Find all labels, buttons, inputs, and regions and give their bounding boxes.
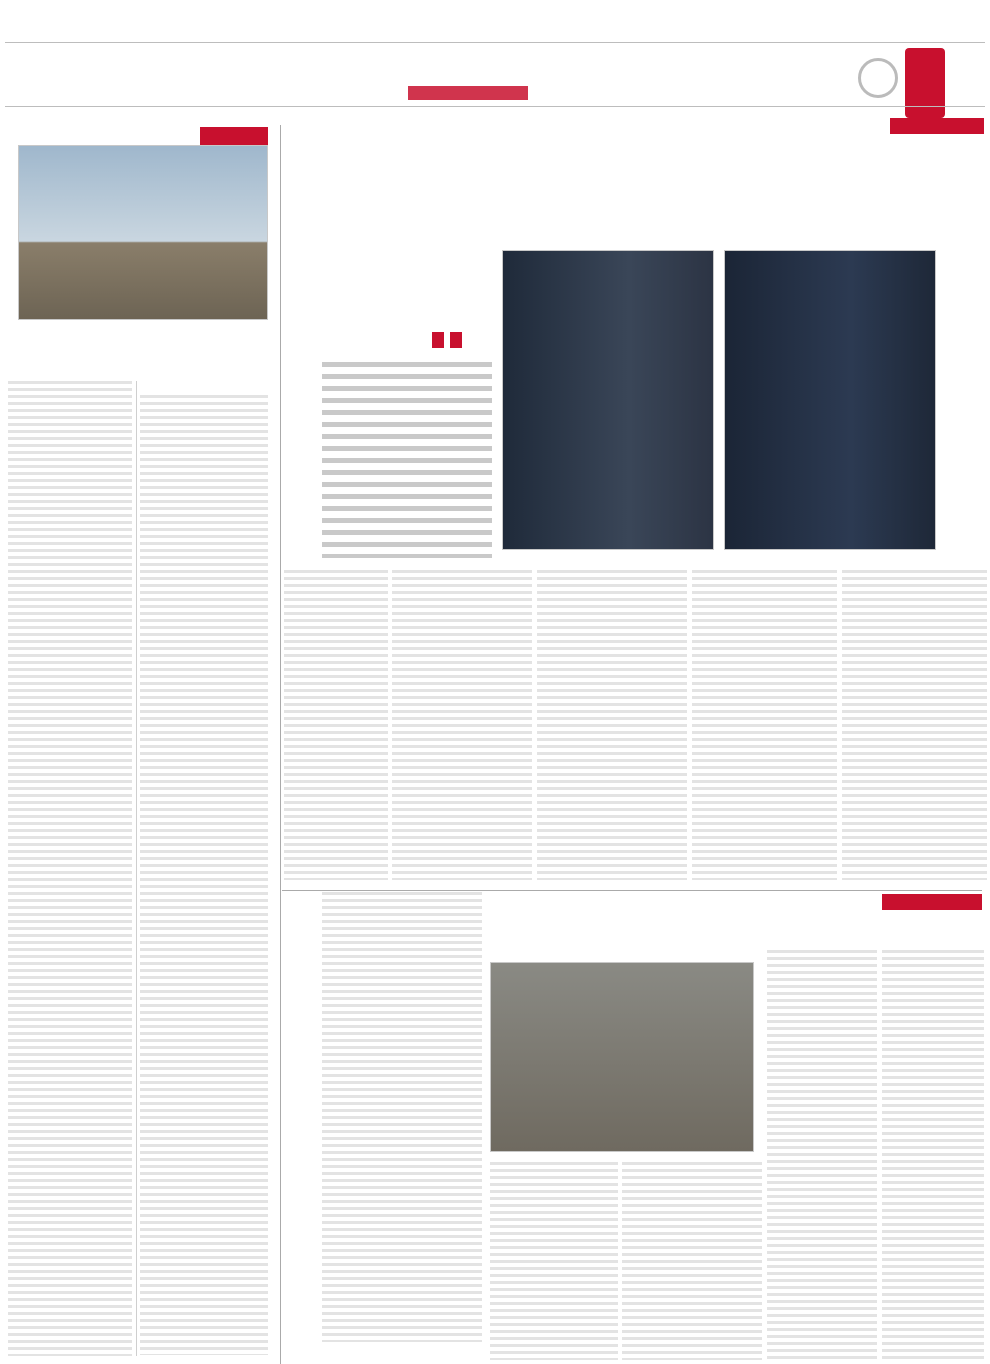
note-text-column-5 — [322, 892, 482, 1342]
report-text-column-2 — [692, 570, 837, 880]
masthead-bottom-rule — [5, 106, 985, 107]
report-headline — [442, 172, 987, 238]
analysis-text-column-1 — [140, 395, 268, 1355]
pull-quote-lines — [322, 362, 492, 558]
protest-photo — [490, 962, 754, 1152]
report-text-column-5 — [284, 570, 388, 880]
report-byline — [842, 136, 984, 148]
logo-text — [905, 48, 945, 118]
analysis-column — [0, 125, 278, 1364]
biden-photo — [724, 250, 936, 550]
report-section-tab — [890, 118, 984, 134]
analysis-column-divider — [136, 381, 137, 1356]
report-text-column-1 — [842, 570, 987, 880]
report-text-column-4 — [392, 570, 532, 880]
masthead — [0, 40, 990, 120]
partner-logo-text — [408, 50, 528, 82]
quote-mark-graphic — [432, 328, 464, 352]
report-section — [282, 118, 990, 888]
note-section — [282, 892, 990, 1364]
note-text-column-3 — [622, 1162, 762, 1360]
note-section-tab — [882, 894, 982, 910]
analysis-byline — [140, 381, 268, 393]
report-text-column-3 — [537, 570, 687, 880]
analysis-text-column-2 — [8, 381, 132, 1356]
note-footer-byline — [322, 1347, 482, 1359]
page-middle-rule — [282, 890, 982, 891]
aircraft-photo — [18, 145, 268, 320]
page-number-graphic — [858, 58, 898, 98]
analysis-section-tab — [200, 127, 268, 145]
note-text-column-4 — [490, 1162, 618, 1360]
note-headline — [462, 932, 792, 962]
note-byline — [882, 932, 984, 946]
masthead-top-rule — [5, 42, 985, 43]
quote-mark-icon — [432, 328, 464, 352]
report-kicker — [542, 148, 984, 168]
note-text-column-2 — [767, 950, 877, 1360]
publication-logo — [905, 48, 945, 118]
left-section-divider — [280, 125, 281, 1364]
analysis-headline — [8, 347, 268, 379]
trump-photo — [502, 250, 714, 550]
note-text-column-1 — [882, 950, 984, 1360]
partner-logo-bar — [408, 86, 528, 100]
partner-logo — [408, 50, 528, 90]
